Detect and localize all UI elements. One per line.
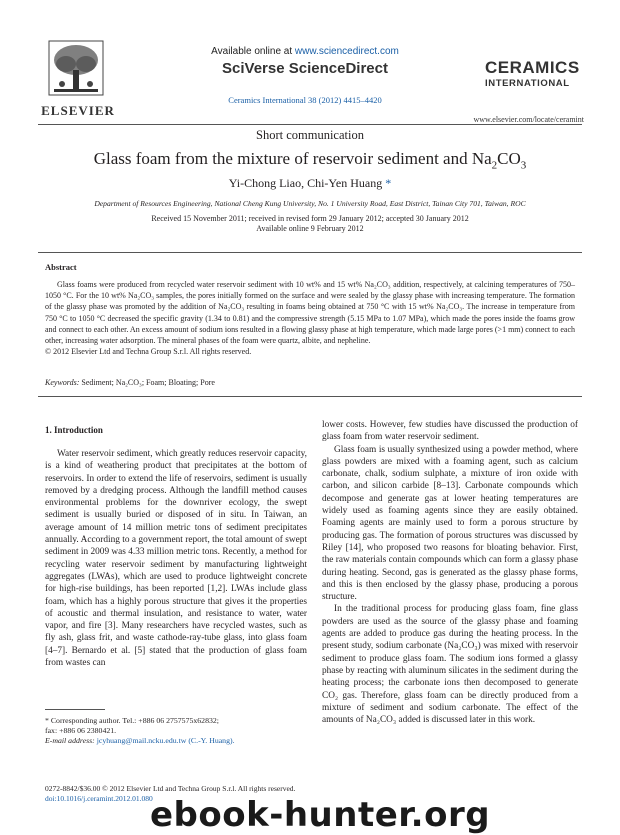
author-email-link[interactable]: jcyhuang@mail.ncku.edu.tw (C.-Y. Huang). — [94, 736, 235, 745]
elsevier-logo — [38, 40, 118, 119]
journal-name-line2: INTERNATIONAL — [485, 78, 570, 89]
intro-paragraph-continued: lower costs. However, few studies have discussed the production of glass foam from water reservoir sediment. — [322, 420, 578, 443]
journal-url[interactable]: www.elsevier.com/locate/ceramint — [473, 115, 584, 124]
abstract-body: Glass foams were produced from recycled water reservoir sediment with 10 wt% and 15 wt% Na₂CO₃ addition, respectively, at calcining temperatures of 750–1050 °C. For the 10 wt% Na₂CO₃ samples, the pores initially formed on the surface and were sealed by the glassy phase with increasing temperature. The formation of the glassy phase was promoted by the addition of Na₂CO₃ resulting in foams being obtained at 750 °C with 15 wt% Na₂CO₃. The increase in temperature from 750 °C to 1050 °C decreased the specific gravity (1.34 to 0.81) and the compressive strength (5.15 MPa to 1.07 MPa), which made the pores inside the foams grow and connect to each other. An excess amount of sodium ions resulted in a flowing glassy phase at high temperature, which made large pores (>1 mm) connect to each other, increasing water adsorption. The mineral phases of the foam were quartz, albite, and nepheline. © 2012 Elsevier Ltd and Techna Group S.r.l. All rights reserved. — [45, 280, 575, 357]
publisher-name: ELSEVIER — [41, 103, 115, 118]
section-heading-introduction: 1. Introduction — [45, 425, 103, 435]
journal-name-line1: CERAMICS — [485, 58, 580, 77]
column-left — [45, 448, 307, 669]
keywords: Keywords: Sediment; Na₂CO₃; Foam; Bloating; Pore — [45, 378, 215, 387]
abstract-copyright: © 2012 Elsevier Ltd and Techna Group S.r.l. All rights reserved. — [45, 347, 252, 357]
author-affiliation: Department of Resources Engineering, National Cheng Kung University, No. 1 University Road, East District, Tainan City 701, Taiwan, ROC — [94, 199, 526, 208]
abstract-bottom-divider — [38, 396, 582, 397]
intro-paragraph-3: In the traditional process for producing glass foam, fine glass powders are used as the source of the glassy phase and foaming agents are added to produce gas during the heating process. In the present study, sodium carbonate (Na₂CO₃) was mixed with reservoir sediment to produce glass foam. The sodium ions formed a glassy phase by reacting with aluminum silicates in the sediment during the heating process; the carbonate ions then decomposed to generate CO₂ gas. Therefore, glass foam can be directly produced from a mixture of sediment and sodium carbonate. The effect of the amounts of Na₂CO₃ added is discussed later in this work. — [322, 604, 578, 726]
article-authors: Yi-Chong Liao, Chi-Yen Huang * — [228, 176, 392, 190]
issn-copyright: 0272-8842/$36.00 © 2012 Elsevier Ltd and Techna Group S.r.l. All rights reserved. doi:10.1016/j.ceramint.2012.01.080 — [45, 784, 296, 803]
intro-paragraph-1: Water reservoir sediment, which greatly reduces reservoir capacity, is a kind of weathering product that precipitates at the bottom of reservoirs. In order to extend the life of reservoirs, sediment is usually removed by a dredging process. Although the landfill method causes environmental problems for the downriver ecology, the swept sediment is usually buried or disposed of in situ. In Taiwan, an average amount of 14 million metric tons of sediment precipitates annually. According to a government report, the total amount of swept sediment in 2009 was 4.33 million metric tons. Recently, a method for recycling water reservoir sediment by manufacturing lightweight aggregates (LWAs), which are used to produce lightweight concrete for high-rise buildings, has been reported [1,2]. LWAs include glass foam, which has a highly porous structure that gives it the properties of acoustic and thermal insulation, and resistance to water, water vapor, and fire [3]. Many researchers have recycled wastes, such as fly ash, glass frit, and waste cathode-ray-tube glass, into glass foam [4–7]. Bernardo et al. [5] stated that the production of glass foam from wastes can — [45, 449, 307, 669]
doi-link[interactable]: doi:10.1016/j.ceramint.2012.01.080 — [45, 794, 153, 803]
abstract-top-divider — [38, 252, 582, 253]
journal-citation[interactable]: Ceramics International 38 (2012) 4415–4420 — [228, 95, 382, 105]
intro-paragraph-2: Glass foam is usually synthesized using a powder method, where glass powders are mixed with a foaming agent, such as calcium carbonate, chalk, sodium sulphate, a mixture of iron oxide with carbon, and silicon carbide [8–13]. Carbonate compounds which decompose and generate gas at lower heating temperatures are widely used as foaming agents since they are easily obtained. Foaming agents are mainly used to form a porous structure by producing gas. The formation of porous structures was discussed by Riley [14], who proposed two reasons for bloating behavior. First, the raw materials contain compounds which can form a glassy phase during heating. Second, gas is generated as the glassy phase forms, and this is then enclosed by the glassy phase, producing a porous structure. — [322, 444, 578, 603]
received-dates: Received 15 November 2011; received in revised form 29 January 2012; accepted 30 January 2012 — [151, 214, 469, 223]
available-online: Available online at www.sciencedirect.com — [211, 46, 399, 57]
column-right — [322, 419, 578, 726]
online-date: Available online 9 February 2012 — [256, 224, 364, 233]
header-center — [150, 46, 460, 105]
header-divider — [38, 124, 582, 125]
article-title: Glass foam from the mixture of reservoir sediment and $Na_2CO_3$ — [93, 149, 527, 172]
abstract-heading: Abstract — [45, 262, 77, 272]
watermark: ebook-hunter.org — [150, 795, 491, 835]
article-type: Short communication — [256, 128, 364, 142]
sciencedirect-link[interactable]: www.sciencedirect.com — [294, 46, 399, 57]
corresponding-author-mark[interactable]: * — [385, 176, 392, 190]
elsevier-tree-icon — [48, 40, 104, 96]
platform-name: SciVerse ScienceDirect — [222, 60, 388, 77]
article-dates — [0, 214, 620, 234]
footnote-divider — [45, 709, 105, 710]
corresponding-author-footnote: * Corresponding author. Tel.: +886 06 2757575x62832; fax: +886 06 2380421. E-mail address: jcyhuang@mail.ncku.edu.tw (C.-Y. Huang). — [45, 716, 235, 745]
journal-logo — [485, 58, 585, 89]
